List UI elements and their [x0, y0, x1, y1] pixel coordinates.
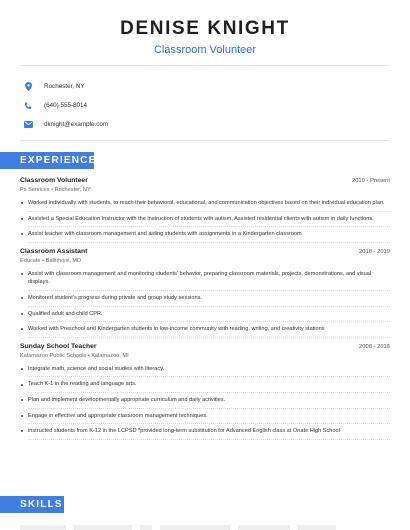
phone-icon	[23, 101, 33, 111]
job-entry	[20, 248, 390, 338]
contact-email	[20, 115, 390, 134]
location-text: Rochester, NY	[44, 83, 85, 90]
contact-list	[0, 66, 410, 134]
list-item: Integrate math, science and social studies with literacy.	[20, 365, 390, 378]
phone-text: (640) 555-8014	[44, 102, 88, 109]
skills-heading: SKILLS	[0, 496, 64, 513]
resume-header	[0, 0, 410, 56]
list-item: Engage in effective and appropriate classroom management techniques.	[20, 412, 390, 425]
list-item: Qualified adult and child CPR.	[20, 310, 390, 323]
list-item: Monitored student's progress during private and group study sessions.	[20, 294, 390, 307]
job-dates: 2019 - Present	[351, 178, 390, 184]
list-item: Assist with classroom management and monitoring students' behavior, preparing classroom materials, projects, demonstrations, and visual displays.	[20, 270, 390, 291]
job-company: Ps Services • Rochester, NY	[20, 187, 91, 193]
list-item: Assist teacher with classroom management and aiding students with assignments in a Kindergarten classroom	[20, 230, 390, 243]
list-item: Worked individually with students, to reach their behavioral, educational, and communication objectives based on their individual education plan.	[20, 199, 390, 212]
contact-divider	[20, 140, 390, 141]
skill-tile	[74, 525, 132, 530]
contact-location	[20, 77, 390, 96]
experience-list	[0, 177, 410, 440]
job-entry	[20, 343, 390, 440]
job-entry	[20, 177, 390, 243]
list-item: Worked with Preschool and Kindergarten students in low-income community with reading, writing, and creativity stations	[20, 325, 390, 338]
job-company: Kalamazoo Public Schools • Kalamazoo, MI	[20, 352, 129, 359]
job-dates: 2018 - 2019	[359, 248, 390, 255]
skills-list	[20, 525, 336, 530]
contact-phone	[20, 96, 390, 115]
map-pin-icon	[23, 82, 33, 92]
job-dates: 2008 - 2018	[359, 343, 390, 350]
candidate-title: Classroom Volunteer	[153, 44, 257, 56]
job-title: Sunday School Teacher	[20, 342, 97, 350]
job-title: Classroom Volunteer	[20, 177, 88, 184]
candidate-name: DENISE KNIGHT	[120, 18, 290, 39]
skill-tile	[298, 525, 336, 530]
envelope-icon	[23, 120, 33, 130]
experience-heading: EXPERIENCE	[0, 152, 94, 169]
skill-tile	[238, 525, 290, 530]
list-item: Assisted a Special Education Instructor with the instruction of students with autism, Assisted residential clients with autism in daily functions.	[20, 215, 390, 228]
job-company: Educate • Baltimore, MD	[20, 257, 82, 264]
list-item: Teach K-1 in the reading and language arts.	[20, 380, 390, 393]
email-text: dknight@example.com	[44, 121, 109, 128]
list-item: instructed students from K-12 in the LCPSD *provided long-term substitution for Advanced English class at Onate High School	[20, 427, 390, 440]
skill-tile	[20, 525, 66, 530]
job-title: Classroom Assistant	[20, 247, 88, 255]
skill-tile	[140, 525, 152, 530]
list-item: Plan and implement developmentally appropriate curriculum and daily activities.	[20, 396, 390, 409]
skill-tile	[160, 525, 230, 530]
